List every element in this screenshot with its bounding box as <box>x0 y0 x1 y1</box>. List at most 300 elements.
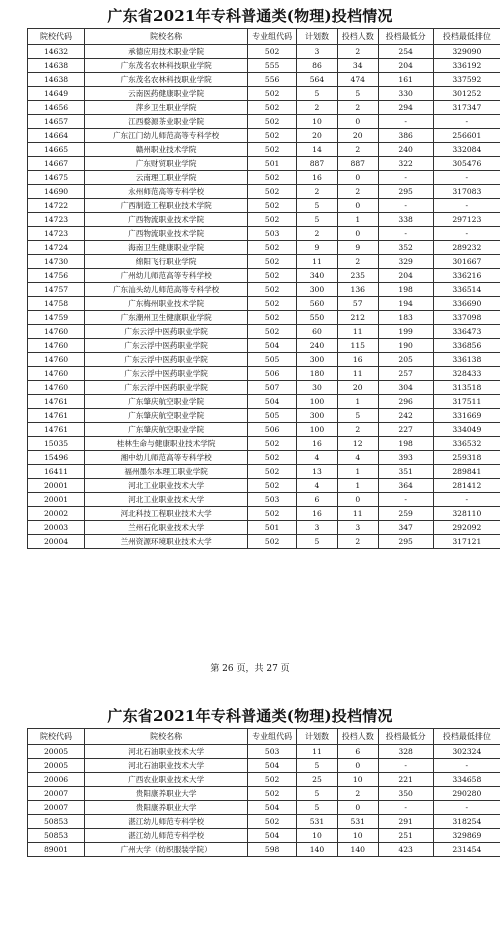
table-cell: 317347 <box>433 101 500 115</box>
column-header: 投档人数 <box>337 729 378 745</box>
table-row <box>28 801 500 815</box>
table-cell: 广州幼儿师范高等专科学校 <box>85 269 248 283</box>
table-cell: 550 <box>297 311 338 325</box>
table-cell: 广东云浮中医药职业学院 <box>85 367 248 381</box>
table-cell: - <box>378 115 433 129</box>
table-cell: - <box>378 227 433 241</box>
table-cell: 502 <box>248 255 297 269</box>
table-cell: 2 <box>337 143 378 157</box>
table-cell: 304 <box>378 381 433 395</box>
table-cell: 289841 <box>433 465 500 479</box>
column-header: 投档最低分 <box>378 29 433 45</box>
table-cell: 328 <box>378 745 433 759</box>
table-cell: 福州墨尔本理工职业学院 <box>85 465 248 479</box>
table-cell: 0 <box>337 801 378 815</box>
table-row <box>28 45 500 59</box>
table-cell: - <box>433 801 500 815</box>
table-cell: 10 <box>337 773 378 787</box>
table-row <box>28 311 500 325</box>
table-cell: 305476 <box>433 157 500 171</box>
table-cell: 502 <box>248 171 297 185</box>
table-cell: 广东潮州卫生健康职业学院 <box>85 311 248 325</box>
table-cell: 广东梅州职业技术学院 <box>85 297 248 311</box>
table-cell: 河北工业职业技术大学 <box>85 493 248 507</box>
table-cell: 2 <box>297 227 338 241</box>
table-row <box>28 395 500 409</box>
table-cell: 0 <box>337 115 378 129</box>
table-cell: 140 <box>337 843 378 857</box>
table-cell: 5 <box>297 213 338 227</box>
table-cell: 5 <box>337 87 378 101</box>
table-cell: 295 <box>378 535 433 549</box>
table-row <box>28 773 500 787</box>
table-cell: 194 <box>378 297 433 311</box>
table-cell: 14761 <box>28 423 85 437</box>
table-cell: 30 <box>297 381 338 395</box>
table-row <box>28 213 500 227</box>
table-cell: 1 <box>337 479 378 493</box>
table-cell: 302324 <box>433 745 500 759</box>
table-cell: 502 <box>248 185 297 199</box>
table-cell: 505 <box>248 353 297 367</box>
table-cell: 5 <box>337 409 378 423</box>
table-cell: 502 <box>248 101 297 115</box>
table-cell: 14757 <box>28 283 85 297</box>
table-cell: 14657 <box>28 115 85 129</box>
table-cell: 贵阳康养职业大学 <box>85 787 248 801</box>
column-header: 专业组代码 <box>248 29 297 45</box>
table-cell: 1 <box>337 465 378 479</box>
page-footer: 第 26 页，共 27 页 <box>210 664 290 674</box>
table-cell: 广东汕头幼儿师范高等专科学校 <box>85 283 248 297</box>
table-row <box>28 409 500 423</box>
table-cell: 180 <box>297 367 338 381</box>
table-cell: 502 <box>248 213 297 227</box>
table-cell: 14 <box>297 143 338 157</box>
table-cell: - <box>378 801 433 815</box>
table-cell: 393 <box>378 451 433 465</box>
table-cell: 507 <box>248 381 297 395</box>
table-cell: 501 <box>248 157 297 171</box>
table-row <box>28 59 500 73</box>
table-row <box>28 339 500 353</box>
table-cell: 322 <box>378 157 433 171</box>
table-cell: 2 <box>337 101 378 115</box>
table-cell: 14665 <box>28 143 85 157</box>
table-cell: 257 <box>378 367 433 381</box>
table-cell: 502 <box>248 283 297 297</box>
table-cell: 351 <box>378 465 433 479</box>
admission-table <box>27 728 500 857</box>
table-cell: 296 <box>378 395 433 409</box>
table-cell: 14690 <box>28 185 85 199</box>
table-cell: 423 <box>378 843 433 857</box>
table-cell: 50853 <box>28 815 85 829</box>
table-cell: 20001 <box>28 493 85 507</box>
table-cell: - <box>433 115 500 129</box>
table-cell: 5 <box>297 759 338 773</box>
table-cell: 20005 <box>28 745 85 759</box>
table-cell: 204 <box>378 59 433 73</box>
table-cell: 502 <box>248 129 297 143</box>
table-cell: 301667 <box>433 255 500 269</box>
table-cell: 503 <box>248 493 297 507</box>
table-cell: 5 <box>297 199 338 213</box>
table-row <box>28 465 500 479</box>
table-cell: 502 <box>248 269 297 283</box>
table-row <box>28 843 500 857</box>
table-cell: - <box>378 171 433 185</box>
table-cell: 502 <box>248 535 297 549</box>
table-cell: 386 <box>378 129 433 143</box>
table-cell: 205 <box>378 353 433 367</box>
column-header: 计划数 <box>297 729 338 745</box>
table-cell: 336690 <box>433 297 500 311</box>
table-cell: 11 <box>297 255 338 269</box>
column-header: 院校代码 <box>28 29 85 45</box>
table-cell: 16 <box>337 353 378 367</box>
table-cell: 352 <box>378 241 433 255</box>
column-header: 投档人数 <box>337 29 378 45</box>
table-cell: 235 <box>337 269 378 283</box>
table-cell: 广东茂名农林科技职业学院 <box>85 73 248 87</box>
table-cell: 广州大学（纺织服装学院） <box>85 843 248 857</box>
table-cell: 502 <box>248 787 297 801</box>
table-cell: 329869 <box>433 829 500 843</box>
table-cell: 16 <box>297 171 338 185</box>
table-cell: 300 <box>297 409 338 423</box>
table-cell: 广西物流职业技术学院 <box>85 213 248 227</box>
table-row <box>28 353 500 367</box>
table-cell: - <box>433 493 500 507</box>
table-cell: 555 <box>248 59 297 73</box>
table-cell: 20 <box>337 129 378 143</box>
table-cell: 887 <box>297 157 338 171</box>
table-cell: 295 <box>378 185 433 199</box>
table-cell: 502 <box>248 115 297 129</box>
table-cell: 240 <box>378 143 433 157</box>
table-cell: 336856 <box>433 339 500 353</box>
table-cell: 14723 <box>28 213 85 227</box>
table-cell: 广东云浮中医药职业学院 <box>85 353 248 367</box>
table-cell: 332084 <box>433 143 500 157</box>
table-cell: 502 <box>248 465 297 479</box>
table-cell: 广东江门幼儿师范高等专科学校 <box>85 129 248 143</box>
column-header: 投档最低排位 <box>433 729 500 745</box>
table-cell: - <box>433 171 500 185</box>
table-cell: 301252 <box>433 87 500 101</box>
table-cell: 506 <box>248 367 297 381</box>
table-cell: 231454 <box>433 843 500 857</box>
table-cell: 河北石油职业技术大学 <box>85 745 248 759</box>
column-header: 投档最低排位 <box>433 29 500 45</box>
table-cell: 336216 <box>433 269 500 283</box>
table-cell: 3 <box>297 45 338 59</box>
table-cell: 50853 <box>28 829 85 843</box>
table-cell: 504 <box>248 339 297 353</box>
table-row <box>28 521 500 535</box>
table-cell: 502 <box>248 87 297 101</box>
table-cell: 0 <box>337 171 378 185</box>
table-cell: 140 <box>297 843 338 857</box>
table-cell: 14638 <box>28 59 85 73</box>
table-cell: 河北石油职业技术大学 <box>85 759 248 773</box>
table-row <box>28 535 500 549</box>
table-row <box>28 787 500 801</box>
table-cell: 505 <box>248 409 297 423</box>
table-cell: 204 <box>378 269 433 283</box>
table-cell: 501 <box>248 521 297 535</box>
table-cell: 广东肇庆航空职业学院 <box>85 395 248 409</box>
table-cell: 兰州石化职业技术大学 <box>85 521 248 535</box>
table-cell: 502 <box>248 507 297 521</box>
table-cell: 湛江幼儿师范专科学校 <box>85 829 248 843</box>
table-cell: 60 <box>297 325 338 339</box>
table-cell: 20007 <box>28 801 85 815</box>
table-cell: 504 <box>248 395 297 409</box>
table-cell: 广西农业职业技术大学 <box>85 773 248 787</box>
table-row <box>28 157 500 171</box>
table-cell: - <box>433 759 500 773</box>
table-cell: 531 <box>337 815 378 829</box>
table-cell: 14649 <box>28 87 85 101</box>
table-row <box>28 507 500 521</box>
table-row <box>28 325 500 339</box>
table-cell: 河北科技工程职业技术大学 <box>85 507 248 521</box>
table-cell: 9 <box>337 241 378 255</box>
table-cell: 502 <box>248 773 297 787</box>
table-cell: 34 <box>337 59 378 73</box>
table-cell: 20005 <box>28 759 85 773</box>
table-cell: 136 <box>337 283 378 297</box>
table-cell: 190 <box>378 339 433 353</box>
table-cell: 474 <box>337 73 378 87</box>
table-cell: 14667 <box>28 157 85 171</box>
table-cell: 云南医药健康职业学院 <box>85 87 248 101</box>
table-cell: 兰州资源环境职业技术大学 <box>85 535 248 549</box>
table-cell: 广东云浮中医药职业学院 <box>85 325 248 339</box>
table-cell: 364 <box>378 479 433 493</box>
table-cell: 2 <box>337 185 378 199</box>
table-cell: 86 <box>297 59 338 73</box>
table-row <box>28 129 500 143</box>
table-cell: 598 <box>248 843 297 857</box>
table-cell: 5 <box>297 787 338 801</box>
column-header: 专业组代码 <box>248 729 297 745</box>
table-cell: 13 <box>297 465 338 479</box>
table-row <box>28 87 500 101</box>
table-cell: 3 <box>297 521 338 535</box>
table-cell: 9 <box>297 241 338 255</box>
table-cell: 11 <box>337 367 378 381</box>
table-cell: 212 <box>337 311 378 325</box>
table-row <box>28 423 500 437</box>
table-cell: 259 <box>378 507 433 521</box>
table-cell: 199 <box>378 325 433 339</box>
table-row <box>28 199 500 213</box>
table-cell: 14722 <box>28 199 85 213</box>
table-cell: 328433 <box>433 367 500 381</box>
table-row <box>28 115 500 129</box>
table-cell: 6 <box>297 493 338 507</box>
table-cell: 14759 <box>28 311 85 325</box>
table-cell: 20002 <box>28 507 85 521</box>
table-cell: 14730 <box>28 255 85 269</box>
table-cell: 89001 <box>28 843 85 857</box>
table-cell: 14760 <box>28 325 85 339</box>
table-cell: 广西制造工程职业技术学院 <box>85 199 248 213</box>
table-cell: 20003 <box>28 521 85 535</box>
table-cell: 198 <box>378 283 433 297</box>
table-header-row <box>28 729 500 745</box>
table-cell: 334049 <box>433 423 500 437</box>
table-cell: 297123 <box>433 213 500 227</box>
table-cell: 2 <box>297 185 338 199</box>
table-cell: 20004 <box>28 535 85 549</box>
table-cell: 318254 <box>433 815 500 829</box>
table-cell: 256601 <box>433 129 500 143</box>
table-cell: 25 <box>297 773 338 787</box>
table-row <box>28 283 500 297</box>
table-cell: 317121 <box>433 535 500 549</box>
table-cell: 227 <box>378 423 433 437</box>
table-row <box>28 171 500 185</box>
table-cell: 1 <box>337 395 378 409</box>
table-cell: 502 <box>248 241 297 255</box>
table-cell: 57 <box>337 297 378 311</box>
table-cell: 15035 <box>28 437 85 451</box>
table-cell: 10 <box>337 829 378 843</box>
table-cell: 502 <box>248 297 297 311</box>
table-cell: 5 <box>297 801 338 815</box>
table-cell: 萍乡卫生职业学院 <box>85 101 248 115</box>
table-cell: 289232 <box>433 241 500 255</box>
table-cell: 永州师范高等专科学校 <box>85 185 248 199</box>
table-cell: 广东茂名农林科技职业学院 <box>85 59 248 73</box>
table-row <box>28 255 500 269</box>
table-cell: 317083 <box>433 185 500 199</box>
table-cell: 广东云浮中医药职业学院 <box>85 381 248 395</box>
table-row <box>28 451 500 465</box>
table-cell: 336192 <box>433 59 500 73</box>
table-cell: 14761 <box>28 395 85 409</box>
table-cell: 河北工业职业技术大学 <box>85 479 248 493</box>
page-27 <box>0 706 500 857</box>
table-cell: 564 <box>297 73 338 87</box>
table-cell: 337592 <box>433 73 500 87</box>
table-cell: 502 <box>248 143 297 157</box>
table-cell: 161 <box>378 73 433 87</box>
table-cell: 334658 <box>433 773 500 787</box>
table-cell: 221 <box>378 773 433 787</box>
table-row <box>28 493 500 507</box>
table-cell: 10 <box>297 115 338 129</box>
table-cell: 502 <box>248 437 297 451</box>
table-cell: 2 <box>337 423 378 437</box>
table-cell: 20 <box>337 381 378 395</box>
table-cell: 100 <box>297 395 338 409</box>
table-cell: 503 <box>248 745 297 759</box>
column-header: 院校名称 <box>85 729 248 745</box>
table-cell: 2 <box>337 45 378 59</box>
table-cell: 291 <box>378 815 433 829</box>
table-cell: 6 <box>337 745 378 759</box>
table-cell: 绵阳飞行职业学院 <box>85 255 248 269</box>
column-header: 投档最低分 <box>378 729 433 745</box>
table-cell: 3 <box>337 521 378 535</box>
table-cell: 337098 <box>433 311 500 325</box>
table-cell: 14664 <box>28 129 85 143</box>
table-cell: 14761 <box>28 409 85 423</box>
table-cell: 15496 <box>28 451 85 465</box>
table-cell: 336473 <box>433 325 500 339</box>
table-row <box>28 815 500 829</box>
table-cell: 广东肇庆航空职业学院 <box>85 423 248 437</box>
table-cell: 502 <box>248 325 297 339</box>
table-row <box>28 143 500 157</box>
table-cell: 502 <box>248 311 297 325</box>
table-cell: 317511 <box>433 395 500 409</box>
table-cell: 5 <box>297 87 338 101</box>
table-cell: 340 <box>297 269 338 283</box>
table-cell: - <box>378 199 433 213</box>
table-cell: 560 <box>297 297 338 311</box>
table-cell: 331669 <box>433 409 500 423</box>
table-cell: 12 <box>337 437 378 451</box>
table-cell: 14723 <box>28 227 85 241</box>
table-cell: 502 <box>248 199 297 213</box>
table-cell: 300 <box>297 283 338 297</box>
table-cell: 1 <box>337 213 378 227</box>
table-cell: 338 <box>378 213 433 227</box>
table-cell: 贵阳康养职业大学 <box>85 801 248 815</box>
table-cell: 14638 <box>28 73 85 87</box>
column-header: 院校名称 <box>85 29 248 45</box>
table-cell: - <box>378 759 433 773</box>
table-row <box>28 185 500 199</box>
table-cell: 14632 <box>28 45 85 59</box>
table-cell: 4 <box>337 451 378 465</box>
column-header: 计划数 <box>297 29 338 45</box>
table-row <box>28 367 500 381</box>
table-cell: 4 <box>297 451 338 465</box>
table-cell: 0 <box>337 227 378 241</box>
table-cell: 504 <box>248 829 297 843</box>
page-title: 广东省2021年专科普通类(物理)投档情况 <box>107 707 393 725</box>
table-cell: 336514 <box>433 283 500 297</box>
table-cell: 广西物流职业技术学院 <box>85 227 248 241</box>
table-cell: 湛江幼儿师范专科学校 <box>85 815 248 829</box>
table-cell: 14675 <box>28 171 85 185</box>
table-header-row <box>28 29 500 45</box>
table-cell: 云南理工职业学院 <box>85 171 248 185</box>
table-cell: 4 <box>297 479 338 493</box>
page-26 <box>0 6 500 549</box>
table-cell: 2 <box>337 535 378 549</box>
table-cell: 502 <box>248 479 297 493</box>
table-cell: 14760 <box>28 339 85 353</box>
table-row <box>28 297 500 311</box>
table-cell: 14756 <box>28 269 85 283</box>
table-row <box>28 241 500 255</box>
table-row <box>28 101 500 115</box>
table-cell: - <box>433 227 500 241</box>
table-cell: 2 <box>337 255 378 269</box>
table-cell: 0 <box>337 199 378 213</box>
table-cell: 313518 <box>433 381 500 395</box>
table-cell: 115 <box>337 339 378 353</box>
table-cell: - <box>378 493 433 507</box>
